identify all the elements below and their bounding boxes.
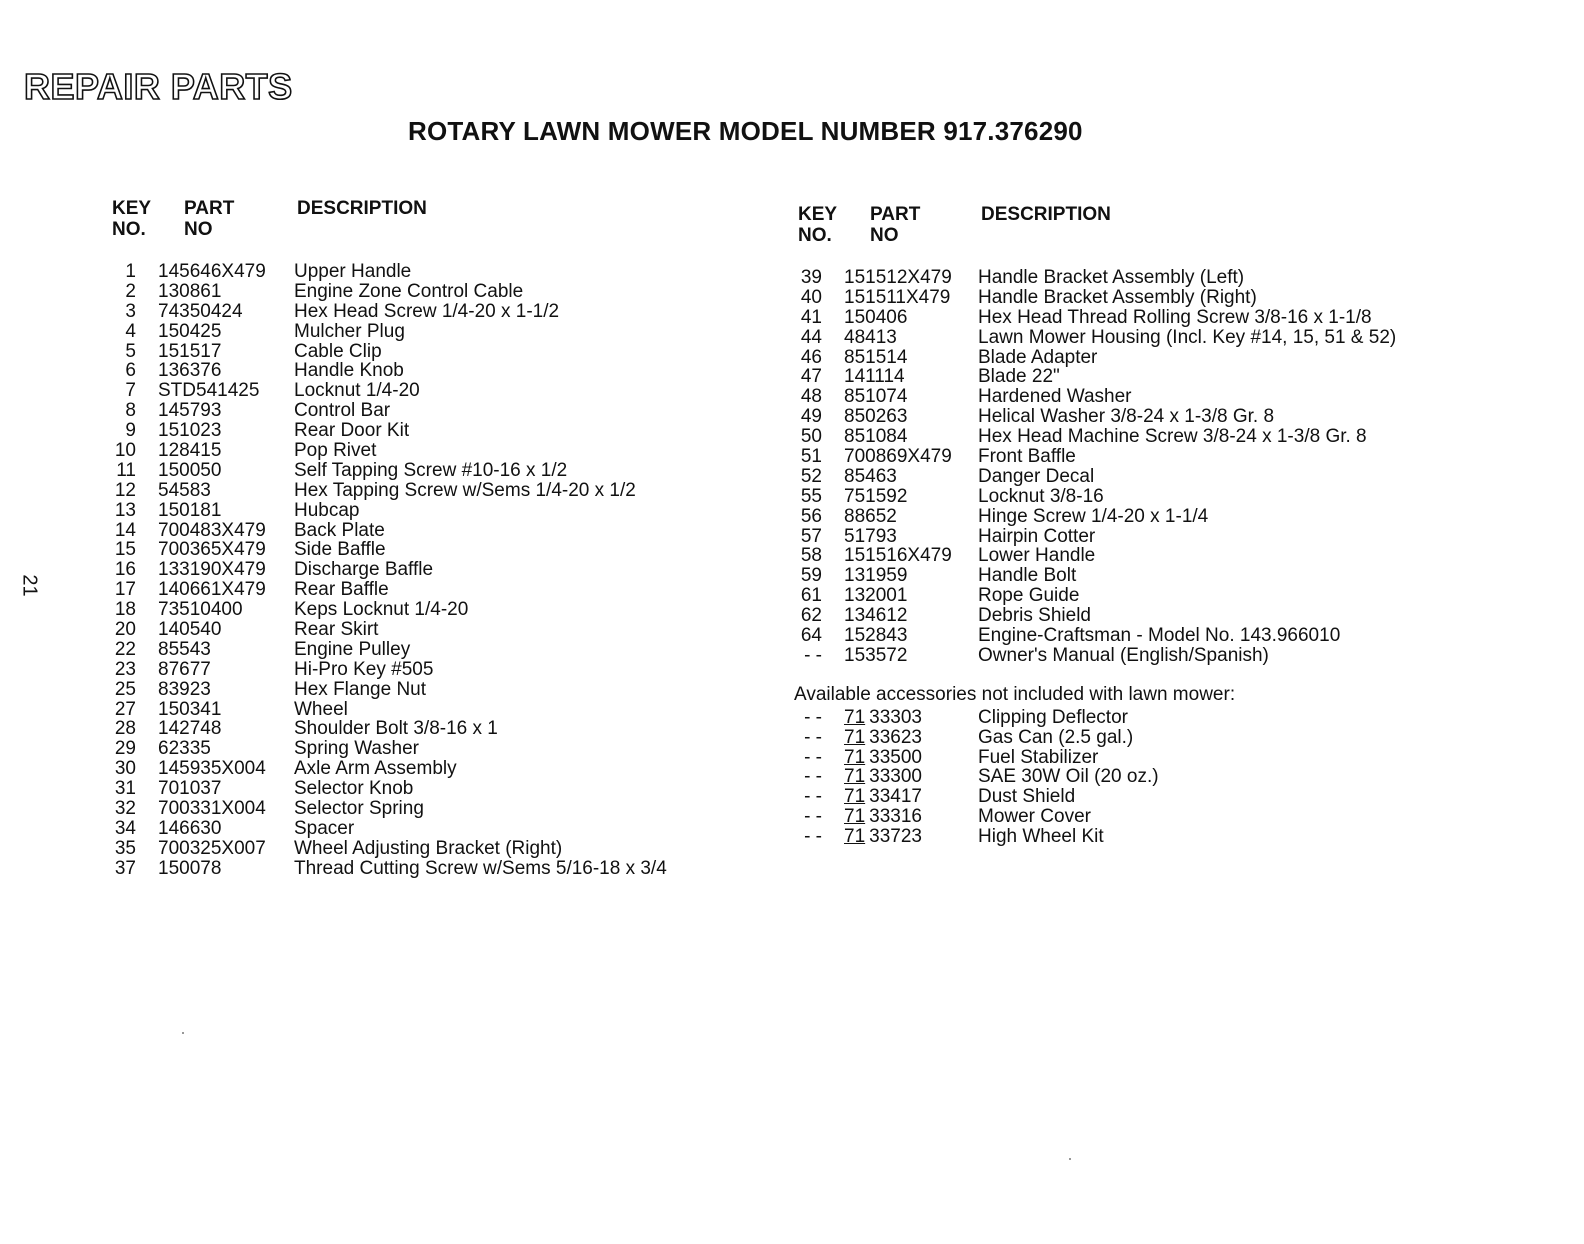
part-row (108, 700, 748, 720)
key-number: 50 (800, 426, 822, 448)
part-description: Dust Shield (978, 786, 1076, 808)
accessory-row (794, 807, 1494, 827)
part-number: 701037 (158, 778, 222, 800)
part-number: 145935X004 (158, 758, 266, 780)
part-row (108, 680, 748, 700)
part-number: 74350424 (158, 300, 243, 322)
part-description: Rear Baffle (294, 579, 389, 601)
part-row (108, 719, 748, 739)
key-number: 12 (114, 479, 136, 501)
part-no-header-line2: NO (184, 219, 213, 240)
key-number: 13 (114, 499, 136, 521)
part-number (844, 728, 922, 748)
part-description: Side Baffle (294, 539, 386, 561)
accessory-row (794, 767, 1494, 787)
part-number: 88652 (844, 505, 897, 527)
part-number: 151511X479 (844, 286, 951, 308)
key-no-header-line1: KEY (798, 204, 838, 225)
part-row (794, 586, 1494, 606)
part-row (108, 302, 748, 322)
part-number: 73510400 (158, 599, 243, 621)
part-row (108, 421, 748, 441)
part-description: Hex Head Thread Rolling Screw 3/8-16 x 1-1/8 (978, 306, 1372, 328)
part-number: 140661X479 (158, 579, 266, 601)
key-number: - - (804, 766, 822, 788)
part-row (108, 580, 748, 600)
part-description: Handle Bracket Assembly (Right) (978, 286, 1257, 308)
part-suffix: 33500 (869, 746, 922, 768)
part-row (108, 441, 748, 461)
part-number: 87677 (158, 658, 211, 680)
part-description: Blade 22" (978, 366, 1060, 388)
key-number: 1 (125, 261, 136, 282)
part-description: Danger Decal (978, 465, 1095, 487)
part-description: Handle Knob (294, 360, 404, 382)
part-number (844, 827, 922, 847)
part-number: 133190X479 (158, 559, 266, 581)
part-number: 54583 (158, 479, 211, 501)
key-number: 5 (125, 340, 136, 362)
part-description: Engine Pulley (294, 638, 411, 660)
part-description: Engine-Craftsman - Model No. 143.966010 (978, 625, 1341, 647)
part-number: 145793 (158, 400, 222, 422)
key-number: 37 (114, 857, 136, 879)
description-header: DESCRIPTION (297, 198, 427, 219)
part-number: STD541425 (158, 380, 260, 402)
part-number: 850263 (844, 406, 908, 428)
key-number: 57 (800, 525, 822, 547)
part-description: Lower Handle (978, 545, 1096, 567)
part-description: Rear Skirt (294, 619, 379, 641)
part-description: Debris Shield (978, 605, 1091, 627)
part-prefix: 71 (844, 706, 866, 728)
key-number: 27 (114, 698, 136, 720)
key-number: 30 (114, 758, 136, 780)
key-number: 20 (114, 619, 136, 641)
part-description: Selector Knob (294, 778, 414, 800)
part-row (108, 560, 748, 580)
accessory-row (794, 787, 1494, 807)
part-number: 142748 (158, 718, 222, 740)
key-number: - - (804, 726, 822, 748)
key-number: 2 (125, 280, 136, 302)
accessory-row (794, 728, 1494, 748)
part-row (108, 521, 748, 541)
part-row (794, 487, 1494, 507)
part-row (794, 527, 1494, 547)
part-number (844, 807, 922, 827)
part-description: Hairpin Cotter (978, 525, 1096, 547)
part-number: 152843 (844, 625, 908, 647)
part-no-header-line1: PART (184, 198, 235, 219)
part-row (108, 739, 748, 759)
part-row (794, 626, 1494, 646)
part-number: 151516X479 (844, 545, 952, 567)
key-number: 28 (114, 718, 136, 740)
key-number: 18 (114, 599, 136, 621)
part-number: 751592 (844, 485, 908, 507)
part-row (108, 640, 748, 660)
part-row (794, 288, 1494, 308)
part-no-header-line2: NO (870, 225, 899, 246)
part-description: High Wheel Kit (978, 826, 1104, 848)
accessories-rows (794, 708, 1494, 847)
part-description: Owner's Manual (English/Spanish) (978, 644, 1269, 666)
part-description: Selector Spring (294, 798, 424, 820)
part-number: 153572 (844, 644, 908, 666)
scan-speck (1069, 1158, 1071, 1160)
part-description: Self Tapping Screw #10-16 x 1/2 (294, 459, 568, 481)
key-number: - - (804, 706, 822, 728)
part-number: 130861 (158, 280, 222, 302)
key-number: - - (804, 786, 822, 808)
key-number: 51 (800, 446, 822, 468)
part-number: 851074 (844, 386, 908, 408)
key-number: - - (804, 806, 822, 828)
part-description: Hex Head Screw 1/4-20 x 1-1/2 (294, 300, 560, 322)
part-number: 141114 (844, 366, 905, 388)
part-prefix: 71 (844, 766, 866, 788)
key-number: 22 (114, 638, 136, 660)
key-number: 40 (800, 286, 822, 308)
part-description: Keps Locknut 1/4-20 (294, 599, 469, 621)
part-row (108, 759, 748, 779)
key-number: 52 (800, 465, 822, 487)
key-number: 8 (125, 400, 136, 422)
part-description: Back Plate (294, 519, 385, 541)
key-number: 64 (800, 625, 822, 647)
part-row (794, 367, 1494, 387)
key-number: 23 (114, 658, 136, 680)
part-number: 51793 (844, 525, 897, 547)
part-number: 151023 (158, 420, 222, 442)
part-number: 134612 (844, 605, 908, 627)
key-number: 15 (114, 539, 136, 561)
part-number: 150341 (158, 698, 222, 720)
part-row (108, 381, 748, 401)
part-number: 700483X479 (158, 519, 266, 541)
part-row (108, 600, 748, 620)
accessory-row (794, 708, 1494, 728)
part-row (108, 262, 748, 282)
parts-list-left (108, 198, 748, 879)
part-row (108, 342, 748, 362)
part-suffix: 33300 (869, 766, 922, 788)
part-description: Wheel Adjusting Bracket (Right) (294, 837, 563, 859)
part-row (108, 322, 748, 342)
part-row (108, 282, 748, 302)
part-number: 83923 (158, 678, 211, 700)
key-number: 16 (114, 559, 136, 581)
part-description: Helical Washer 3/8-24 x 1-3/8 Gr. 8 (978, 406, 1275, 428)
part-description: Handle Bracket Assembly (Left) (978, 267, 1245, 288)
part-row (108, 799, 748, 819)
part-row (794, 467, 1494, 487)
part-row (794, 387, 1494, 407)
part-description: Handle Bolt (978, 565, 1077, 587)
part-description: Hex Flange Nut (294, 678, 427, 700)
part-description: Hex Tapping Screw w/Sems 1/4-20 x 1/2 (294, 479, 636, 501)
part-description: Pop Rivet (294, 440, 377, 462)
part-row (794, 427, 1494, 447)
part-description: Blade Adapter (978, 346, 1098, 368)
part-description: Mulcher Plug (294, 320, 405, 342)
part-number: 132001 (844, 585, 908, 607)
part-number: 62335 (158, 738, 211, 760)
part-row (108, 540, 748, 560)
part-description: Lawn Mower Housing (Incl. Key #14, 15, 51 & 52) (978, 326, 1397, 348)
part-row (108, 859, 748, 879)
part-prefix: 71 (844, 806, 866, 828)
part-description: Upper Handle (294, 261, 412, 282)
key-number: 46 (800, 346, 822, 368)
part-number (844, 767, 922, 787)
part-description: Locknut 1/4-20 (294, 380, 420, 402)
page-number: 21 (18, 574, 41, 597)
part-description: SAE 30W Oil (20 oz.) (978, 766, 1159, 788)
key-number: 29 (114, 738, 136, 760)
part-row (108, 660, 748, 680)
key-number: 3 (125, 300, 136, 322)
parts-rows-left (108, 262, 748, 879)
part-number: 700365X479 (158, 539, 266, 561)
key-number: 62 (800, 605, 822, 627)
part-row (794, 566, 1494, 586)
key-number: 35 (114, 837, 136, 859)
key-number: 34 (114, 817, 136, 839)
scan-speck (182, 1032, 184, 1034)
part-description: Axle Arm Assembly (294, 758, 457, 780)
key-number: 61 (800, 585, 822, 607)
part-row (108, 401, 748, 421)
part-row (794, 546, 1494, 566)
part-description: Hi-Pro Key #505 (294, 658, 434, 680)
part-number: 851084 (844, 426, 908, 448)
part-description: Hex Head Machine Screw 3/8-24 x 1-3/8 Gr. 8 (978, 426, 1367, 448)
part-number: 128415 (158, 440, 222, 462)
key-number: 39 (800, 267, 822, 288)
part-number (844, 787, 922, 807)
part-description: Wheel (294, 698, 348, 720)
part-prefix: 71 (844, 726, 866, 748)
key-no-header-line1: KEY (112, 198, 152, 219)
part-number: 150050 (158, 459, 222, 481)
part-description: Hubcap (294, 499, 360, 521)
part-suffix: 33623 (869, 726, 922, 748)
part-number: 150078 (158, 857, 222, 879)
part-description: Spacer (294, 817, 355, 839)
key-number: 9 (125, 420, 136, 442)
part-row (794, 447, 1494, 467)
part-description: Spring Washer (294, 738, 419, 760)
part-number (844, 748, 922, 768)
part-description: Clipping Deflector (978, 706, 1128, 728)
key-number: 48 (800, 386, 822, 408)
description-header: DESCRIPTION (981, 204, 1111, 225)
part-description: Cable Clip (294, 340, 382, 362)
part-suffix: 33723 (869, 826, 922, 848)
part-number: 136376 (158, 360, 222, 382)
part-prefix: 71 (844, 786, 866, 808)
part-description: Hardened Washer (978, 386, 1132, 408)
part-number: 85463 (844, 465, 897, 487)
key-number: - - (804, 746, 822, 768)
key-number: 14 (114, 519, 136, 541)
part-row (108, 819, 748, 839)
part-row (108, 839, 748, 859)
part-suffix: 33316 (869, 806, 922, 828)
part-row (794, 268, 1494, 288)
part-row (108, 501, 748, 521)
key-number: 58 (800, 545, 822, 567)
key-number: 49 (800, 406, 822, 428)
part-number: 700869X479 (844, 446, 952, 468)
key-number: - - (804, 644, 822, 666)
part-description: Shoulder Bolt 3/8-16 x 1 (294, 718, 498, 740)
part-description: Engine Zone Control Cable (294, 280, 524, 302)
part-number: 700325X007 (158, 837, 266, 859)
part-description: Mower Cover (978, 806, 1091, 828)
part-prefix: 71 (844, 826, 866, 848)
page-heading: REPAIR PARTS (24, 66, 293, 107)
part-description: Thread Cutting Screw w/Sems 5/16-18 x 3/4 (294, 857, 667, 879)
part-row (108, 779, 748, 799)
key-number: 44 (800, 326, 822, 348)
part-number: 151512X479 (844, 267, 952, 288)
part-number: 700331X004 (158, 798, 266, 820)
key-number: 11 (116, 459, 136, 481)
part-number: 140540 (158, 619, 222, 641)
accessory-row (794, 748, 1494, 768)
part-description: Rear Door Kit (294, 420, 410, 442)
parts-list-right (794, 204, 1494, 847)
part-description: Discharge Baffle (294, 559, 434, 581)
part-number (844, 708, 922, 728)
part-number: 151517 (158, 340, 222, 362)
key-number: 6 (125, 360, 136, 382)
key-no-header-line2: NO. (798, 225, 832, 246)
part-number: 150425 (158, 320, 222, 342)
part-description: Front Baffle (978, 446, 1076, 468)
column-header (794, 204, 1494, 254)
key-number: 17 (114, 579, 136, 601)
part-number: 145646X479 (158, 261, 266, 282)
key-number: 55 (800, 485, 822, 507)
part-suffix: 33417 (869, 786, 922, 808)
key-number: 47 (800, 366, 822, 388)
accessory-row (794, 827, 1494, 847)
key-number: 56 (800, 505, 822, 527)
part-description: Locknut 3/8-16 (978, 485, 1104, 507)
key-no-header-line2: NO. (112, 219, 146, 240)
part-row (794, 507, 1494, 527)
key-number: 32 (114, 798, 136, 820)
part-row (108, 361, 748, 381)
part-row (794, 606, 1494, 626)
model-title: ROTARY LAWN MOWER MODEL NUMBER 917.376290 (408, 116, 1083, 146)
key-number: 25 (114, 678, 136, 700)
part-row (794, 407, 1494, 427)
part-number: 851514 (844, 346, 908, 368)
part-suffix: 33303 (869, 706, 922, 728)
part-row (794, 348, 1494, 368)
key-number: 59 (800, 565, 822, 587)
key-number: 10 (114, 440, 136, 462)
part-row (108, 620, 748, 640)
part-row (794, 646, 1494, 666)
part-number: 131959 (844, 565, 908, 587)
part-description: Fuel Stabilizer (978, 746, 1099, 768)
part-description: Rope Guide (978, 585, 1080, 607)
part-row (108, 461, 748, 481)
part-row (794, 328, 1494, 348)
part-description: Gas Can (2.5 gal.) (978, 726, 1134, 748)
part-description: Hinge Screw 1/4-20 x 1-1/4 (978, 505, 1209, 527)
part-row (794, 308, 1494, 328)
key-number: 7 (125, 380, 136, 402)
key-number: 4 (125, 320, 136, 342)
part-no-header-line1: PART (870, 204, 921, 225)
part-prefix: 71 (844, 746, 866, 768)
part-number: 146630 (158, 817, 222, 839)
key-number: 31 (114, 778, 136, 800)
part-number: 150181 (158, 499, 222, 521)
part-row (108, 481, 748, 501)
part-description: Control Bar (294, 400, 391, 422)
part-number: 150406 (844, 306, 908, 328)
key-number: - - (804, 826, 822, 848)
part-number: 85543 (158, 638, 211, 660)
parts-rows-right (794, 268, 1494, 666)
column-header (108, 198, 748, 248)
part-number: 48413 (844, 326, 897, 348)
accessories-note: Available accessories not included with lawn mower: (794, 683, 1236, 705)
key-number: 41 (800, 306, 822, 328)
